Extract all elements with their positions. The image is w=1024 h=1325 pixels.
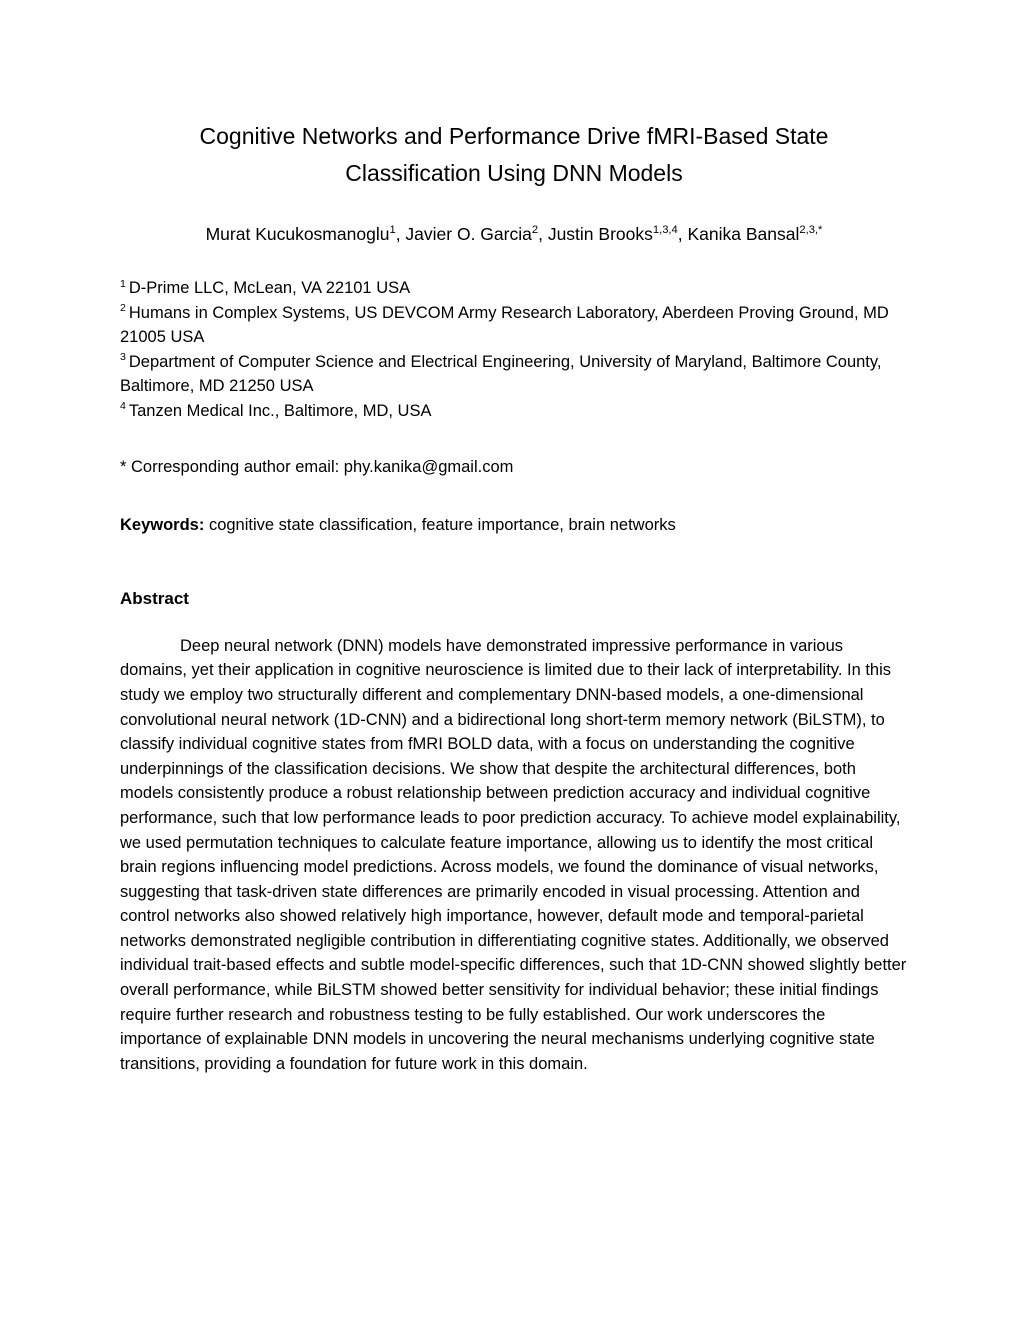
author-3-separator: , xyxy=(677,224,688,244)
author-4-name: Kanika Bansal xyxy=(687,224,800,244)
corresponding-author-note: * Corresponding author email: phy.kanika@gmail.com xyxy=(120,457,514,476)
keywords-line xyxy=(120,513,908,538)
affiliation-1 xyxy=(120,276,910,301)
author-4 xyxy=(688,224,823,244)
author-2-name: Javier O. Garcia xyxy=(405,224,532,244)
affiliation-3-text: Department of Computer Science and Electrical Engineering, University of Maryland, Baltimore County, Baltimore, MD 21250 USA xyxy=(120,352,882,396)
keywords-label: Keywords: xyxy=(120,516,205,535)
affiliation-4-text: Tanzen Medical Inc., Baltimore, MD, USA xyxy=(128,401,432,420)
affiliation-2-text: Humans in Complex Systems, US DEVCOM Army Research Laboratory, Aberdeen Proving Ground, MD 21005 USA xyxy=(120,303,889,347)
author-2-separator: , xyxy=(538,224,548,244)
author-2-superscript: 2 xyxy=(531,224,539,237)
author-3 xyxy=(548,224,688,244)
affiliation-4 xyxy=(120,399,910,424)
affiliation-1-text: D-Prime LLC, McLean, VA 22101 USA xyxy=(128,279,411,297)
affiliation-4-marker: 4 xyxy=(120,400,126,413)
affiliation-1-marker: 1 xyxy=(120,277,126,290)
abstract-text: Deep neural network (DNN) models have demonstrated impressive performance in various domains, yet their application in cognitive neuroscience is limited due to their lack of interpretability. In this study we employ two structurally different and complementary DNN-based models, a one-dimensional convolutional neural network (1D-CNN) and a bidirectional long short-term memory network (BiLSTM), to classify individual cognitive states from fMRI BOLD data, with a focus on understanding the cognitive underpinnings of the classification decisions. We show that despite the architectural differences, both models consistently produce a robust relationship between prediction accuracy and individual cognitive performance, such that low performance leads to poor prediction accuracy. To achieve model explainability, we used permutation techniques to calculate feature importance, allowing us to identify the most critical brain regions influencing model predictions. Across models, we found the dominance of visual networks, suggesting that task-driven state differences are primarily encoded in visual processing. Attention and control networks also showed relatively high importance, however, default mode and temporal-parietal networks demonstrated negligible contribution in differentiating cognitive states. Additionally, we observed individual trait-based effects and subtle model-specific differences, such that 1D-CNN showed slightly better overall performance, while BiLSTM showed better sensitivity for individual behavior; these initial findings require further research and robustness testing to be fully established. Our work underscores the importance of explainable DNN models in uncovering the neural mechanisms underlying cognitive state transitions, providing a foundation for future work in this domain. xyxy=(120,636,907,1073)
paper-title xyxy=(120,118,908,192)
author-3-superscript: 1,3,4 xyxy=(652,224,678,237)
author-2 xyxy=(405,224,547,244)
affiliation-2-marker: 2 xyxy=(120,302,126,315)
author-1 xyxy=(206,224,406,244)
keywords-text: cognitive state classification, feature importance, brain networks xyxy=(204,516,676,535)
paper-title-line1: Cognitive Networks and Performance Drive fMRI-Based State xyxy=(199,123,829,149)
affiliation-3-marker: 3 xyxy=(120,351,126,364)
abstract-heading: Abstract xyxy=(120,588,189,608)
author-3-name: Justin Brooks xyxy=(547,224,653,244)
affiliation-list xyxy=(120,276,910,424)
author-1-separator: , xyxy=(395,224,406,244)
author-1-name: Murat Kucukosmanoglu xyxy=(205,224,390,244)
author-list xyxy=(120,222,908,246)
paper-title-line2: Classification Using DNN Models xyxy=(345,160,683,186)
author-4-superscript: 2,3,* xyxy=(799,224,823,237)
affiliation-2 xyxy=(120,301,910,350)
author-1-superscript: 1 xyxy=(389,224,396,237)
affiliation-3 xyxy=(120,350,910,399)
